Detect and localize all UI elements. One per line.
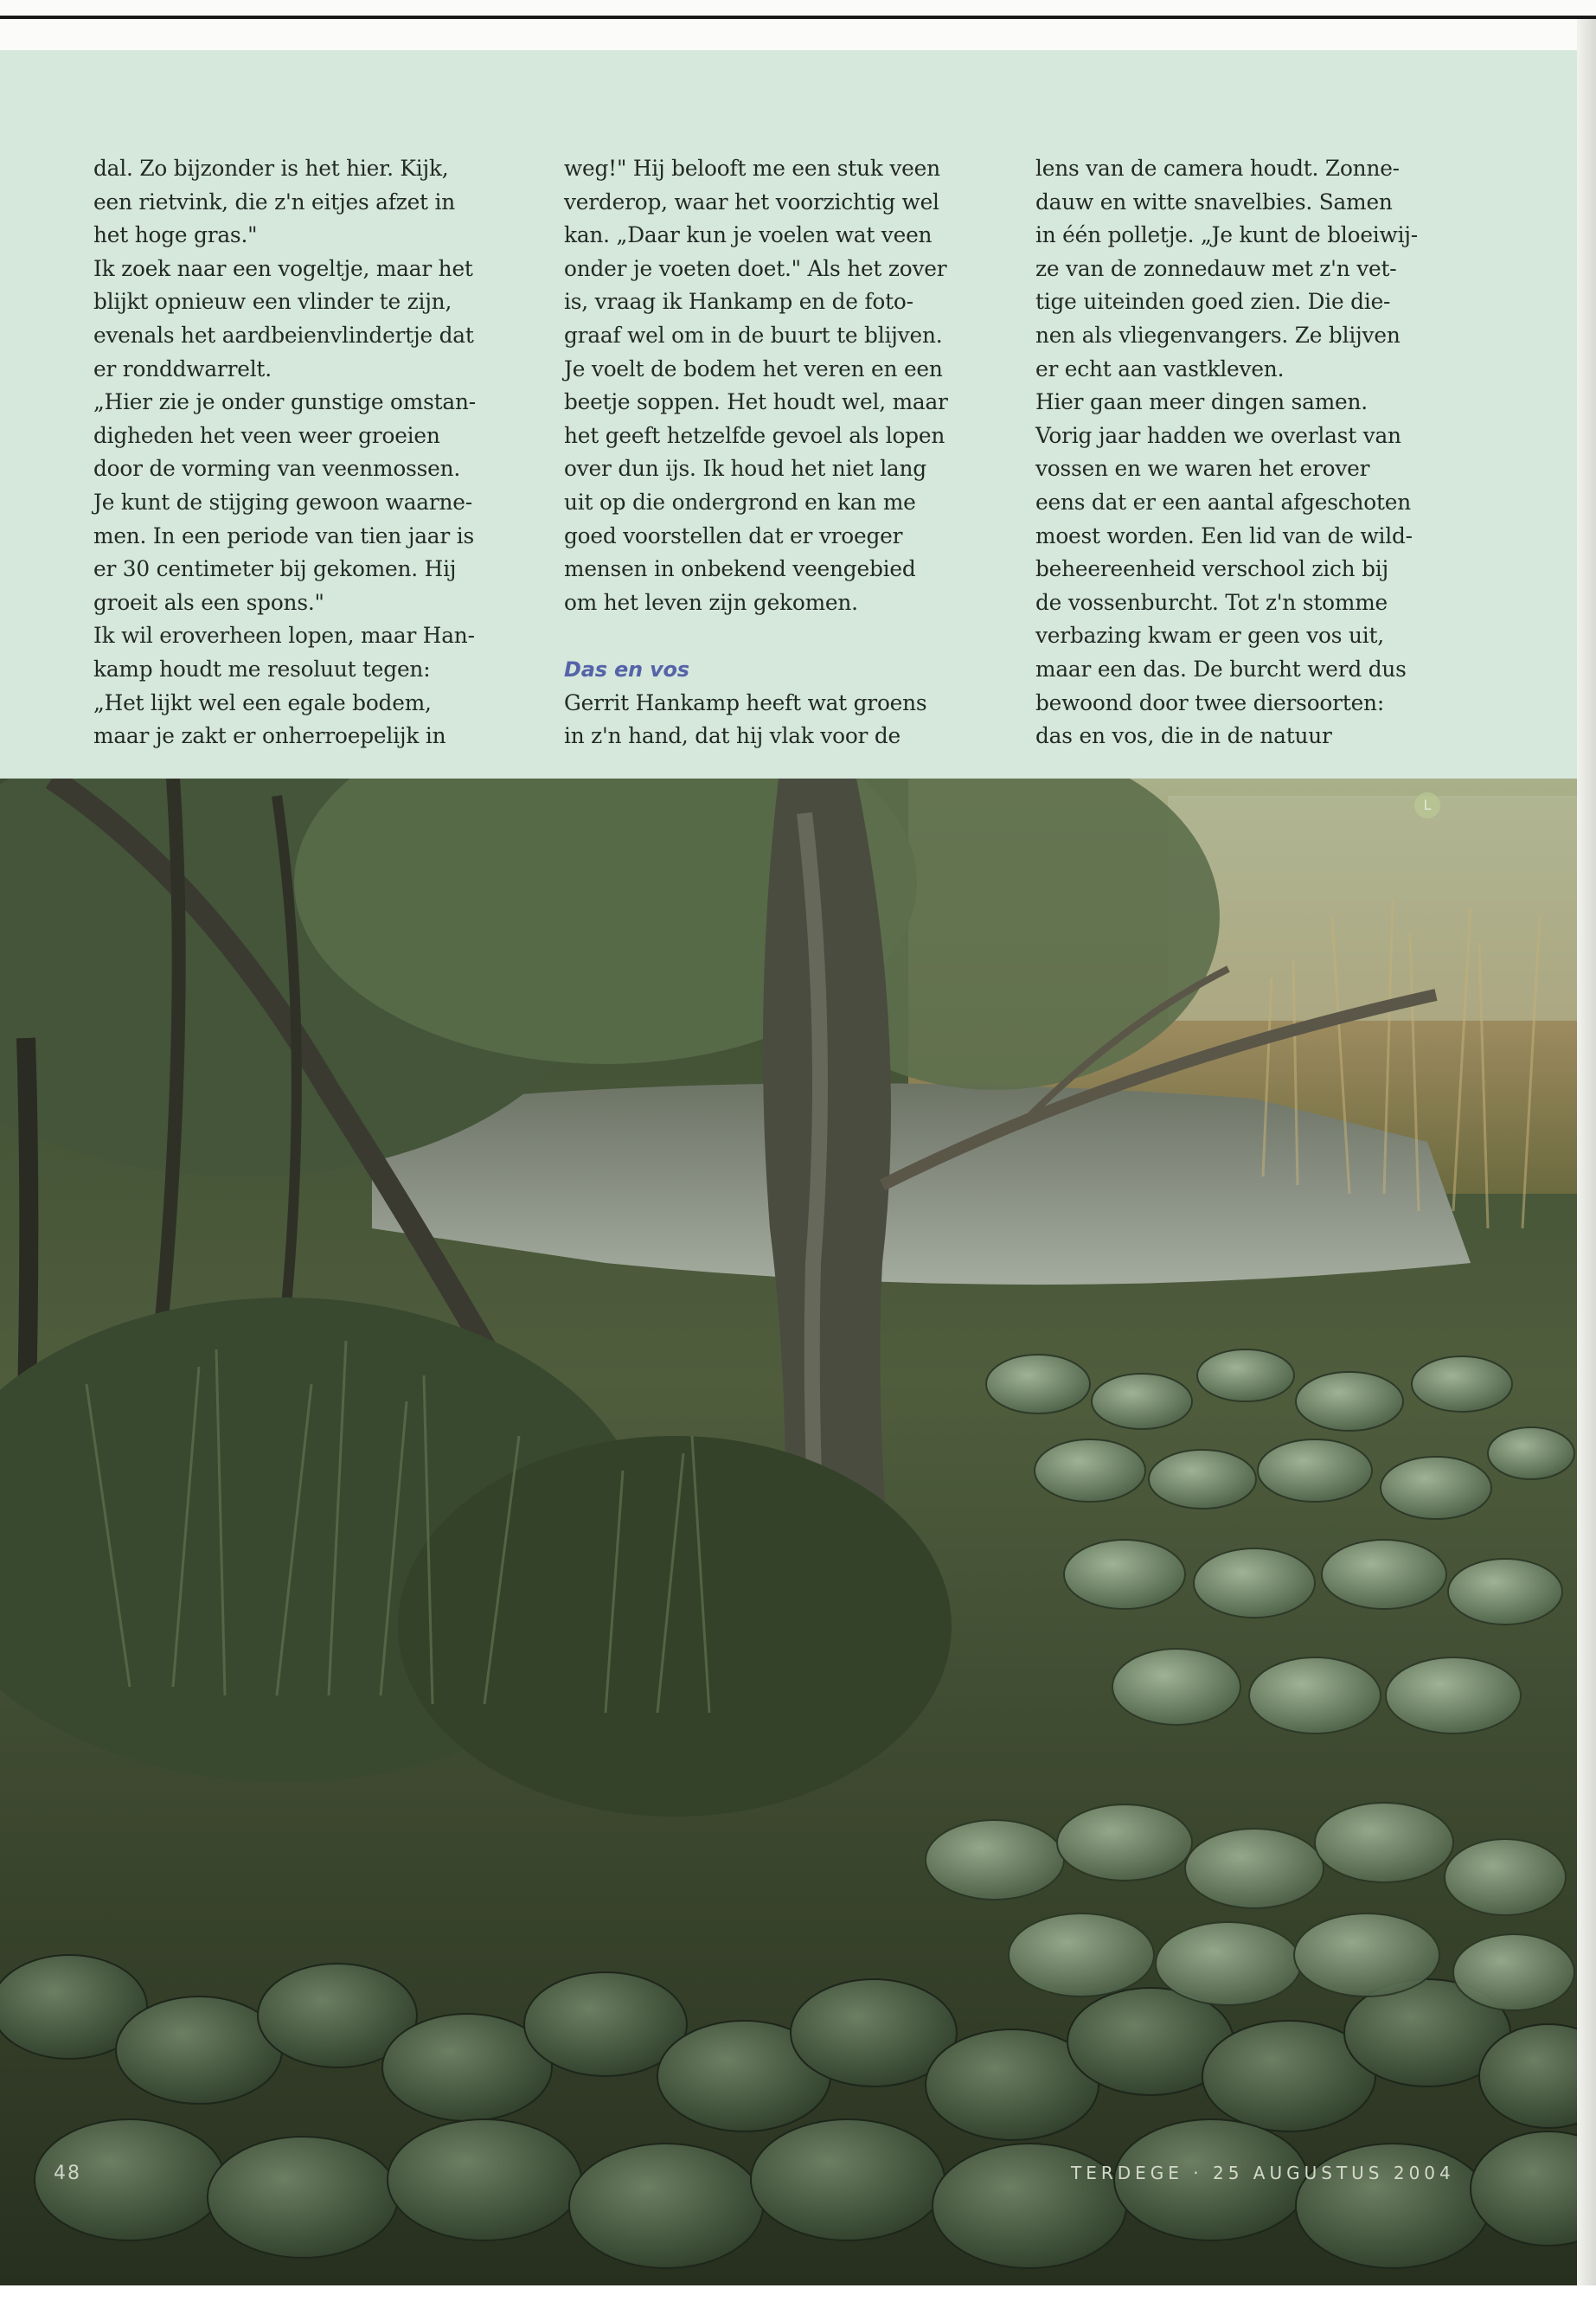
text-line: er echt aan vastkleven. (1035, 356, 1285, 381)
text-line: verderop, waar het voorzichtig wel (564, 189, 939, 215)
text-line: in z'n hand, dat hij vlak voor de (564, 723, 901, 749)
page-number: 48 (54, 2163, 81, 2184)
text-line: uit op die ondergrond en kan me (564, 489, 916, 515)
text-line: nen als vliegenvangers. Ze blijven (1035, 322, 1401, 348)
text-line: Gerrit Hankamp heeft wat groens (564, 689, 927, 715)
text-line: vossen en we waren het erover (1035, 456, 1370, 482)
text-line: verbazing kwam er geen vos uit, (1035, 623, 1384, 649)
text-line: dal. Zo bijzonder is het hier. Kijk, (93, 156, 449, 181)
text-line: Je kunt de stijging gewoon waarne- (93, 489, 472, 515)
column-2 (564, 152, 997, 753)
text-line: eens dat er een aantal afgeschoten (1035, 489, 1411, 515)
text-line: een rietvink, die z'n eitjes afzet in (93, 189, 456, 215)
text-line: Vorig jaar hadden we overlast van (1035, 422, 1401, 448)
issue-line: TERDEGE · 25 AUGUSTUS 2004 (1071, 2163, 1455, 2183)
text-line: over dun ijs. Ik houd het niet lang (564, 456, 926, 482)
text-line: bewoond door twee diersoorten: (1035, 689, 1384, 715)
text-line: het hoge gras." (93, 222, 258, 248)
text-line: weg!" Hij belooft me een stuk veen (564, 156, 940, 181)
text-line: om het leven zijn gekomen. (564, 589, 858, 615)
text-line: blijkt opnieuw een vlinder te zijn, (93, 289, 452, 315)
text-line: lens van de camera houdt. Zonne- (1035, 156, 1400, 181)
text-line: maar een das. De burcht werd dus (1035, 656, 1407, 682)
text-line: groeit als een spons." (93, 589, 324, 615)
text-line: Ik zoek naar een vogeltje, maar het (93, 255, 473, 281)
top-rule (0, 16, 1596, 19)
text-line: das en vos, die in de natuur (1035, 723, 1332, 749)
bottom-margin (0, 2285, 1596, 2301)
photo-marker: L (1414, 792, 1440, 818)
text-line: tige uiteinden goed zien. Die die- (1035, 289, 1391, 315)
text-line: Je voelt de bodem het veren en een (564, 356, 943, 381)
text-line: graaf wel om in de buurt te blijven. (564, 322, 943, 348)
text-line: dauw en witte snavelbies. Samen (1035, 189, 1393, 215)
text-line: in één polletje. „Je kunt de bloeiwij- (1035, 222, 1418, 248)
text-line: het geeft hetzelfde gevoel als lopen (564, 422, 945, 448)
text-panel (0, 50, 1577, 779)
text-line: maar je zakt er onherroepelijk in (93, 723, 446, 749)
text-line: kan. „Daar kun je voelen wat veen (564, 222, 933, 248)
text-line: beheereenheid verschool zich bij (1035, 556, 1388, 582)
text-line: „Het lijkt wel een egale bodem, (93, 689, 432, 715)
text-line: Ik wil eroverheen lopen, maar Han- (93, 623, 475, 649)
text-line: goed voorstellen dat er vroeger (564, 522, 903, 548)
text-line: beetje soppen. Het houdt wel, maar (564, 389, 948, 415)
nature-photo (0, 779, 1577, 2285)
text-line: moest worden. Een lid van de wild- (1035, 522, 1413, 548)
page-edge-shadow (1577, 19, 1596, 2285)
text-line: „Hier zie je onder gunstige omstan- (93, 389, 476, 415)
text-line: is, vraag ik Hankamp en de foto- (564, 289, 913, 315)
text-line: door de vorming van veenmossen. (93, 456, 461, 482)
text-line: Hier gaan meer dingen samen. (1035, 389, 1368, 415)
column-3 (1035, 152, 1468, 753)
text-line: kamp houdt me resoluut tegen: (93, 656, 431, 682)
text-line: onder je voeten doet." Als het zover (564, 255, 947, 281)
text-line: ze van de zonnedauw met z'n vet- (1035, 255, 1397, 281)
photo-illustration (0, 779, 1577, 2285)
text-line: de vossenburcht. Tot z'n stomme (1035, 589, 1388, 615)
text-line: er ronddwarrelt. (93, 356, 272, 381)
text-line: evenals het aardbeienvlindertje dat (93, 322, 474, 348)
section-subheading: Das en vos (564, 657, 689, 682)
text-line: men. In een periode van tien jaar is (93, 522, 474, 548)
column-1 (93, 152, 526, 753)
text-line: digheden het veen weer groeien (93, 422, 440, 448)
text-line: mensen in onbekend veengebied (564, 556, 916, 582)
text-line: er 30 centimeter bij gekomen. Hij (93, 556, 457, 582)
paragraph-gap (564, 619, 997, 653)
